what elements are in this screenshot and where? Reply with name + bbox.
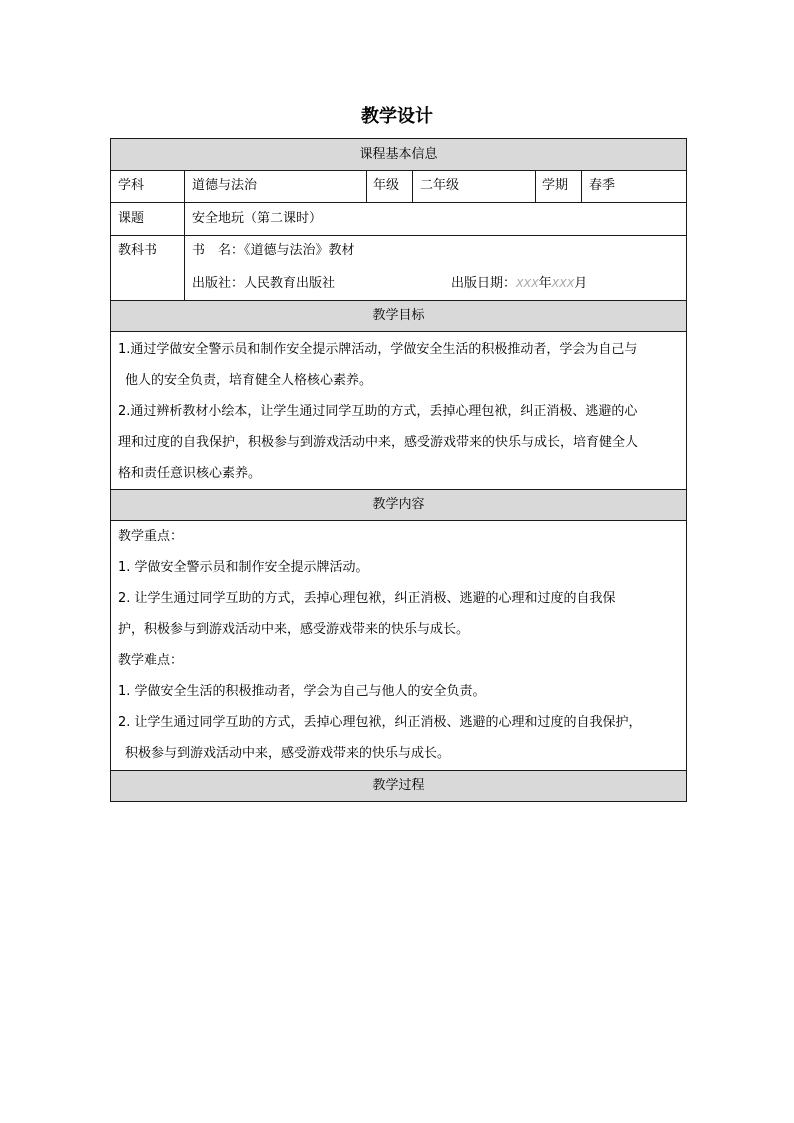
section-header-objectives: 教学目标 [111, 301, 686, 331]
key-point-2-line-2: 护，积极参与到游戏活动中来，感受游戏带来的快乐与成长。 [118, 622, 470, 637]
content-text [118, 521, 683, 769]
key-point-2-line-1: 2. 让学生通过同学互助的方式，丢掉心理包袱，纠正消极、逃避的心理和过度的自我保 [118, 591, 616, 606]
section-header-basic-info: 课程基本信息 [111, 139, 686, 170]
subject-value: 道德与法治 [192, 178, 258, 193]
textbook-label: 教科书 [118, 243, 158, 258]
key-points-heading: 教学重点： [118, 529, 184, 544]
objective-2-line-3: 格和责任意识核心素养。 [118, 466, 262, 481]
topic-value: 安全地玩（第二课时） [192, 211, 323, 226]
objectives-text [118, 334, 683, 489]
topic-label: 课题 [118, 211, 145, 226]
objective-2-line-2: 理和过度的自我保护，积极参与到游戏活动中来，感受游戏带来的快乐与成长，培育健全人 [118, 435, 639, 450]
objective-2-line-1: 2.通过辨析教材小绘本，让学生通过同学互助的方式，丢掉心理包袱，纠正消极、逃避的心 [118, 404, 638, 419]
publication-date [451, 268, 587, 299]
term-label: 学期 [542, 178, 569, 193]
lesson-plan-table [110, 138, 687, 802]
difficult-point-2-line-1: 2. 让学生通过同学互助的方式，丢掉心理包袱，纠正消极、逃避的心理和过度的自我保护， [118, 715, 642, 730]
publication-date-label: 出版日期： [451, 276, 517, 291]
term-value: 春季 [589, 178, 616, 193]
key-point-1: 1. 学做安全警示员和制作安全提示牌活动。 [118, 560, 369, 575]
grade-value: 二年级 [420, 178, 460, 193]
year-char: 年 [538, 276, 552, 291]
section-header-content: 教学内容 [111, 490, 686, 520]
objective-1-line-1: 1.通过学做安全警示员和制作安全提示牌活动，学做安全生活的积极推动者，学会为自己与 [118, 342, 638, 357]
section-header-process: 教学过程 [111, 771, 686, 801]
document-title: 教学设计 [361, 106, 433, 127]
year-placeholder: XXX [516, 277, 539, 290]
difficult-point-1: 1. 学做安全生活的积极推动者，学会为自己与他人的安全负责。 [118, 684, 486, 699]
difficult-point-2-line-2: 积极参与到游戏活动中来，感受游戏带来的快乐与成长。 [125, 746, 451, 761]
grade-label: 年级 [373, 178, 400, 193]
month-placeholder: XXX [551, 277, 575, 290]
objective-1-line-2: 他人的安全负责，培育健全人格核心素养。 [125, 373, 373, 388]
publisher: 出版社：人民教育出版社 [192, 276, 336, 291]
difficult-points-heading: 教学难点： [118, 653, 184, 668]
book-name: 书 名：《道德与法治》教材 [192, 243, 355, 258]
month-char: 月 [574, 276, 588, 291]
subject-label: 学科 [118, 178, 145, 193]
